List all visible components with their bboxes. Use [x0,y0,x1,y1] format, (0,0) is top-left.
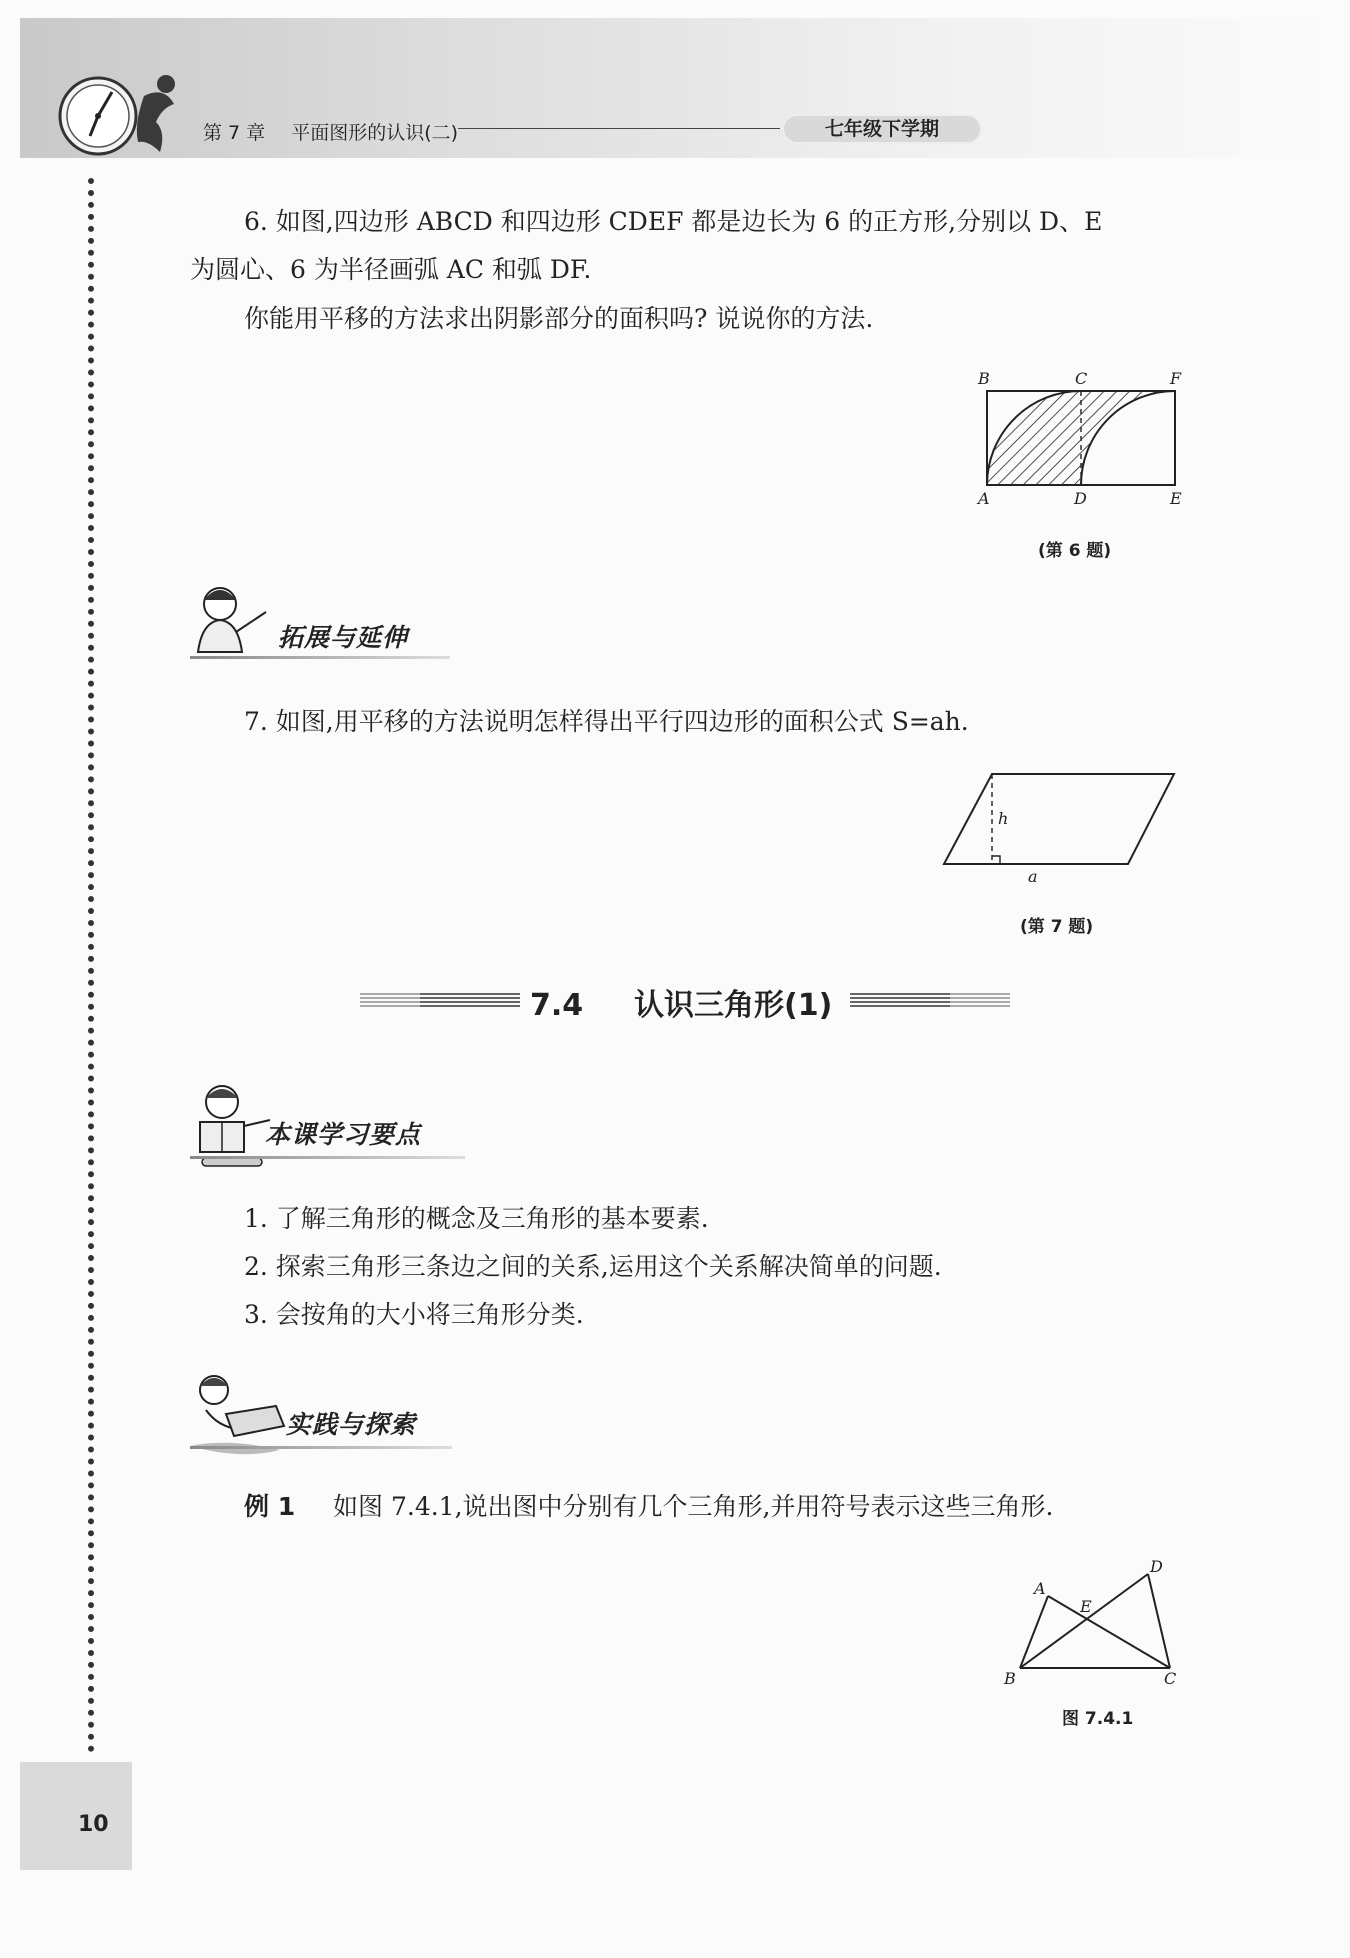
problem6-line1: 6. 如图,四边形 ABCD 和四边形 CDEF 都是边长为 6 的正方形,分别以 D、E [244,207,1103,236]
label-D: D [1074,489,1087,508]
key-point-item: 1. 了解三角形的概念及三角形的基本要素. [244,1204,709,1233]
caption-problem7: (第 7 题) [1020,917,1094,937]
label-D: D [1150,1560,1163,1576]
key-points-title: 本课学习要点 [265,1120,422,1149]
label-B: B [1004,1669,1016,1688]
label-B: B [978,370,990,388]
clock-logo-icon [52,66,192,166]
problem6-line3: 你能用平移的方法求出阴影部分的面积吗? 说说你的方法. [244,304,874,333]
heading-lines-left [420,993,520,1007]
key-point-item: 2. 探索三角形三条边之间的关系,运用这个关系解决简单的问题. [244,1252,942,1281]
chapter-title: 平面图形的认识(二) [291,122,459,144]
caption-figure-741: 图 7.4.1 [1062,1709,1134,1729]
example-text: 如图 7.4.1,说出图中分别有几个三角形,并用符号表示这些三角形. [333,1492,1054,1521]
chapter-number: 第 7 章 [203,122,266,144]
label-C: C [1075,370,1088,388]
problem6-line2: 为圆心、6 为半径画弧 AC 和弧 DF. [190,255,592,284]
label-A: A [1034,1579,1046,1598]
grade-badge: 七年级下学期 [782,114,982,144]
figure-parallelogram [940,768,1180,888]
page-number: 10 [78,1812,109,1837]
extension-underline [190,656,450,659]
example-label: 例 1 [244,1492,296,1521]
teacher-icon [190,582,270,660]
label-E: E [1080,1597,1092,1616]
label-F: F [1170,370,1182,388]
label-A: A [978,489,990,508]
section-title: 认识三角形(1) [634,988,833,1023]
section-number: 7.4 [530,988,584,1023]
key-point-item: 3. 会按角的大小将三角形分类. [244,1300,584,1329]
label-E: E [1170,489,1182,508]
problem7-text: 7. 如图,用平移的方法说明怎样得出平行四边形的面积公式 S=ah. [244,707,969,736]
practice-title: 实践与探索 [286,1410,417,1439]
figure-squares-arcs [972,370,1192,510]
label-C: C [1164,1669,1177,1688]
practice-underline [190,1446,452,1449]
label-h: h [998,809,1009,828]
figure-triangles [1000,1560,1200,1700]
page-number-box [20,1762,132,1870]
header-rule [458,128,780,129]
caption-problem6: (第 6 题) [1038,541,1112,561]
extension-title: 拓展与延伸 [278,623,409,652]
margin-dotted-line [88,178,94,1753]
label-a: a [1028,867,1038,886]
heading-lines-right-fade [850,993,1010,1007]
key-points-underline [190,1156,465,1159]
